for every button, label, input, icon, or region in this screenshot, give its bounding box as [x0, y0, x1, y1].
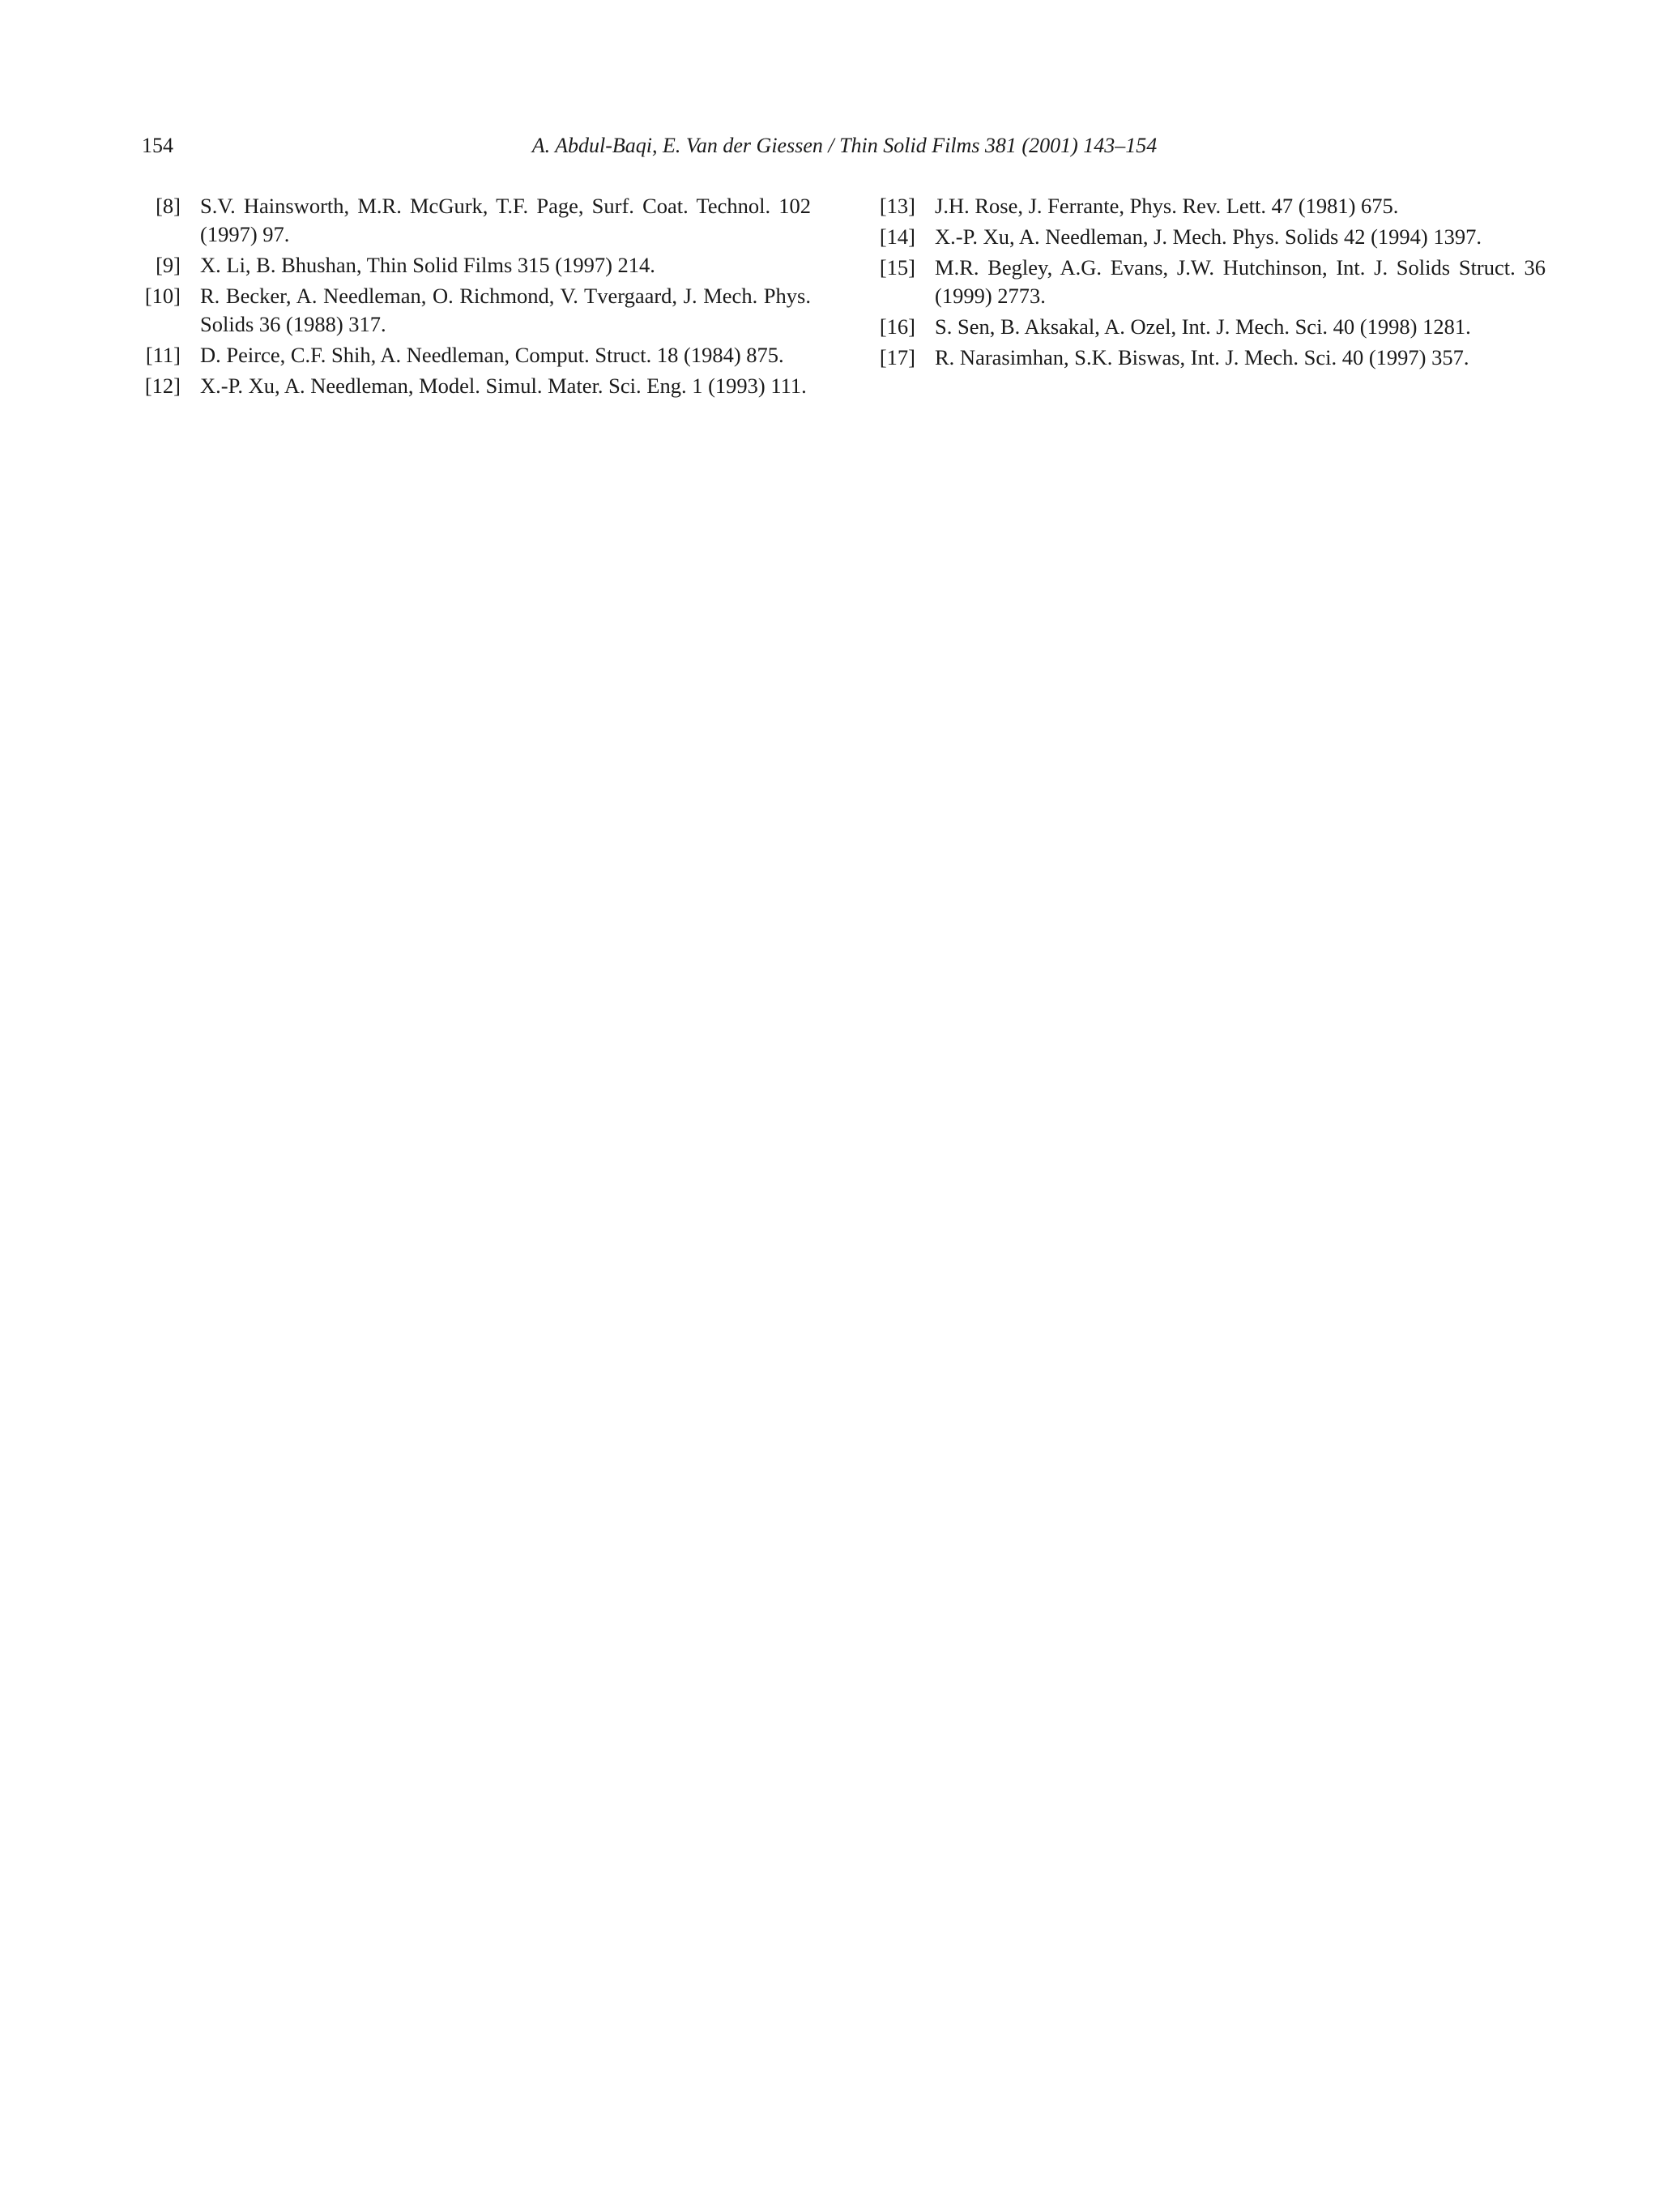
reference-text: M.R. Begley, A.G. Evans, J.W. Hutchinson, Int. J. Solids Struct. 36 (1999) 2773. — [935, 255, 1546, 308]
reference-item — [140, 192, 811, 249]
reference-text: S.V. Hainsworth, M.R. McGurk, T.F. Page, Surf. Coat. Technol. 102 (1997) 97. — [200, 194, 811, 246]
reference-text: R. Narasimhan, S.K. Biswas, Int. J. Mech. Sci. 40 (1997) 357. — [935, 345, 1469, 369]
reference-text: J.H. Rose, J. Ferrante, Phys. Rev. Lett. 47 (1981) 675. — [935, 194, 1399, 218]
reference-text: S. Sen, B. Aksakal, A. Ozel, Int. J. Mech. Sci. 40 (1998) 1281. — [935, 314, 1471, 339]
reference-item — [140, 372, 811, 400]
reference-item — [140, 341, 811, 369]
running-head: A. Abdul-Baqi, E. Van der Giessen / Thin Solid Films 381 (2001) 143–154 — [531, 134, 1158, 157]
reference-number: [15] — [879, 255, 915, 280]
reference-number: [11] — [145, 343, 181, 367]
reference-text: X.-P. Xu, A. Needleman, J. Mech. Phys. Solids 42 (1994) 1397. — [935, 224, 1482, 249]
reference-number: [16] — [879, 314, 915, 339]
reference-item — [875, 223, 1546, 251]
reference-item — [140, 251, 811, 280]
reference-item — [875, 254, 1546, 310]
reference-number: [17] — [879, 345, 915, 369]
reference-number: [12] — [144, 374, 181, 398]
reference-item — [875, 313, 1546, 341]
references-left-column — [140, 192, 811, 403]
reference-item — [875, 344, 1546, 372]
reference-number: [10] — [144, 284, 181, 308]
reference-number: [13] — [879, 194, 915, 218]
reference-text: X.-P. Xu, A. Needleman, Model. Simul. Mater. Sci. Eng. 1 (1993) 111. — [200, 374, 807, 398]
page-number: 154 — [142, 134, 173, 157]
page-header — [142, 130, 1547, 162]
reference-number: [9] — [156, 253, 181, 277]
reference-text: D. Peirce, C.F. Shih, A. Needleman, Comput. Struct. 18 (1984) 875. — [200, 343, 784, 367]
reference-number: [14] — [879, 224, 915, 249]
reference-number: [8] — [156, 194, 181, 218]
reference-item — [875, 192, 1546, 220]
references-right-column — [875, 192, 1546, 374]
reference-text: R. Becker, A. Needleman, O. Richmond, V. Tvergaard, J. Mech. Phys. Solids 36 (1988) 317. — [200, 284, 811, 336]
reference-text: X. Li, B. Bhushan, Thin Solid Films 315 (1997) 214. — [200, 253, 655, 277]
reference-item — [140, 282, 811, 339]
